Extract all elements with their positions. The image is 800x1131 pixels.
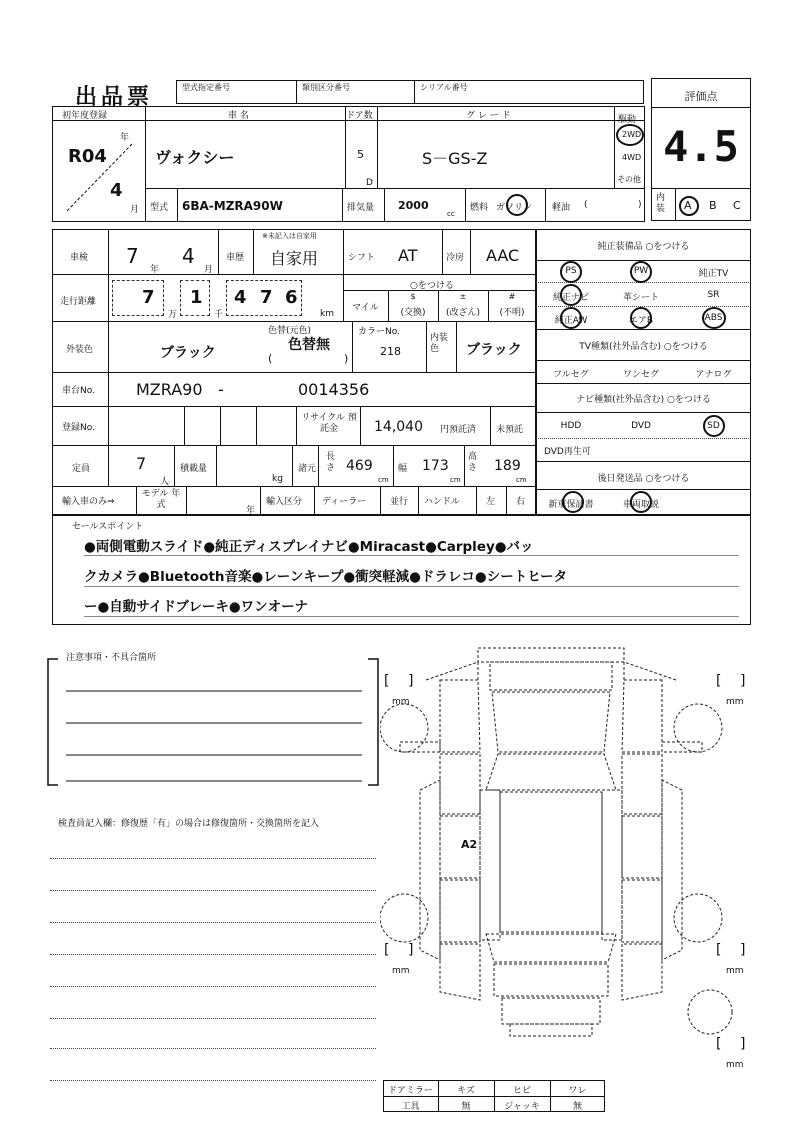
bracket-open-spare: [	[716, 1036, 722, 1052]
height-label: 高さ	[468, 452, 478, 473]
tread-unit-rl: mm	[392, 966, 410, 976]
doors-suffix: D	[366, 178, 373, 188]
steering-left: 左	[486, 497, 496, 507]
inspection-month: 4	[182, 244, 195, 268]
later-item-warranty: 新車保証書	[548, 500, 594, 510]
displacement-value: 2000	[398, 199, 429, 212]
dealer-option: ディーラー	[322, 497, 367, 507]
later-title: 後日発送品 ○をつける	[597, 474, 690, 484]
displacement-unit: cc	[447, 210, 455, 218]
mileage-label: 走行距離	[60, 297, 97, 307]
mileage-digit: 6	[285, 287, 298, 308]
width-label: 幅	[398, 464, 408, 474]
model-designation-label: 型式指定番号	[182, 83, 230, 92]
import-only-label: 輸入車のみ⇒	[62, 497, 115, 507]
dims-label: 諸元	[298, 464, 317, 474]
bracket-open-rl: [	[384, 942, 390, 958]
history-label: 車歴	[226, 253, 245, 263]
drive-2wd: 2WD	[622, 130, 642, 139]
recycle-label: リサイクル 預託金	[301, 413, 357, 434]
history-note: ※未記入は自家用	[262, 232, 317, 240]
exchange-label: (交換)	[400, 308, 426, 318]
history-value: 自家用	[270, 249, 319, 268]
chassis-prefix: MZRA90	[136, 380, 203, 399]
bracket-close-fr: ]	[740, 673, 746, 689]
interior-color: ブラック	[466, 342, 522, 358]
recolor-value: 色替無	[288, 337, 330, 353]
interior-grade-c: C	[733, 199, 741, 212]
inspection-label: 車検	[70, 253, 89, 263]
capacity-label: 定員	[72, 464, 91, 474]
header-codes-box	[176, 80, 644, 104]
fuel-paren-open: (	[584, 200, 588, 210]
doors-value: 5	[357, 148, 364, 161]
navi-item-dvd: DVD	[631, 421, 651, 431]
aw-circle	[560, 307, 582, 329]
mileage-unit-man: 万	[168, 310, 178, 320]
bracket-close-rr: ]	[740, 942, 746, 958]
equipment-title: 純正装備品 ○をつける	[597, 242, 690, 252]
import-type-label: 輸入区分	[266, 497, 303, 507]
first-reg-label: 初年度登録	[62, 111, 108, 121]
tv-item-analog: アナログ	[695, 370, 732, 380]
exterior-color: ブラック	[160, 345, 216, 361]
inspection-year: 7	[126, 244, 139, 268]
altered-label: (改ざん)	[445, 308, 481, 318]
recolor-paren-close: )	[344, 352, 349, 365]
displacement-label: 排気量	[347, 203, 375, 213]
unknown-symbol: #	[508, 292, 516, 301]
abs-circle	[702, 307, 726, 329]
recycle-status-deposited: 円預託済	[440, 425, 477, 435]
model-value: 6BA-MZRA90W	[182, 199, 283, 213]
interior-a-circle	[679, 196, 699, 216]
shift-value: AT	[398, 246, 418, 265]
equipment-item-abs: ABS	[704, 313, 723, 323]
load-label: 積載量	[180, 464, 208, 474]
bracket-close-spare: ]	[740, 1036, 746, 1052]
recolor-label: 色替(元色)	[268, 326, 312, 336]
manual-circle	[630, 491, 652, 513]
table-header: ワレ	[568, 1086, 587, 1096]
bracket-close-rl: ]	[408, 942, 414, 958]
model-year-label: モデル 年式	[141, 489, 181, 510]
width-value: 173	[422, 458, 449, 474]
table-header: ドアミラー	[388, 1086, 433, 1096]
equipment-item-navi: 純正ナビ	[552, 293, 589, 303]
fuel-gasoline: ガソリン	[496, 203, 533, 213]
drive-other: その他	[617, 175, 641, 184]
sales-line: ●両側電動スライド●純正ディスプレイナビ●Miracast●Carpley●バッ	[84, 539, 534, 555]
bracket-open-rr: [	[716, 942, 722, 958]
grade-value: S－GS-Z	[422, 149, 488, 168]
navi-item-sd: SD	[707, 421, 720, 431]
chassis-number: 0014356	[298, 380, 370, 399]
color-no: 218	[380, 345, 401, 358]
equipment-item-ps: PS	[565, 266, 577, 276]
car-name-label: 車 名	[228, 111, 249, 121]
ac-value: AAC	[486, 246, 520, 265]
equipment-item-aw: 純正AW	[554, 316, 588, 326]
inspection-month-unit: 月	[204, 265, 214, 275]
mileage-digit-box-1	[112, 280, 164, 316]
altered-symbol: ±	[459, 292, 467, 301]
fuel-paren-close: )	[638, 200, 642, 210]
tv-title: TV種類(社外品含む) ○をつける	[579, 342, 708, 352]
equipment-item-leather: 革シート	[622, 293, 659, 303]
month-unit: 月	[130, 205, 140, 215]
exterior-color-label: 外装色	[66, 345, 94, 355]
tread-unit-fl: mm	[392, 697, 410, 707]
tv-item-full: フルセグ	[553, 370, 589, 380]
tread-unit-spare: mm	[726, 1060, 744, 1070]
interior-grade-label: 内装	[656, 193, 666, 214]
car-name: ヴォクシー	[155, 148, 235, 167]
tread-unit-rr: mm	[726, 966, 744, 976]
mileage-unit-sen: 千	[214, 310, 224, 320]
table-cell: 無	[572, 1102, 582, 1112]
recolor-paren-open: (	[268, 352, 273, 365]
drive-label: 駆動	[618, 115, 637, 125]
ac-label: 冷房	[446, 253, 465, 263]
later-item-manual: 車両取説	[622, 500, 659, 510]
navi-item-hdd: HDD	[560, 421, 582, 431]
score-label: 評価点	[684, 90, 718, 103]
equipment-item-airbag: エアB	[628, 316, 654, 326]
sd-circle	[703, 415, 725, 437]
fuel-label: 燃料	[470, 203, 489, 213]
interior-grade-b: B	[709, 199, 717, 212]
navi-circle	[560, 284, 582, 306]
bracket-open-fl: [	[384, 673, 390, 689]
equipment-item-sr: SR	[707, 290, 720, 300]
height-unit: cm	[516, 476, 527, 484]
damage-code-a2: A2	[461, 838, 478, 851]
mileage-digit: 7	[142, 287, 155, 308]
first-reg-slash	[60, 140, 140, 216]
notes-label: 注意事項・不具合箇所	[66, 653, 157, 663]
width-unit: cm	[450, 476, 461, 484]
chassis-label: 車台No.	[62, 386, 95, 396]
mileage-digit: 7	[260, 287, 273, 308]
warranty-circle	[562, 491, 584, 513]
year-unit: 年	[120, 133, 130, 143]
sales-line: クカメラ●Bluetooth音楽●レーンキープ●衝突軽減●ドラレコ●シートヒータ	[84, 569, 568, 585]
mileage-circle-note: ○をつける	[410, 281, 454, 291]
sales-line: ー●自動サイドブレーキ●ワンオーナ	[84, 599, 309, 615]
model-label: 型式	[150, 203, 169, 213]
notes-bracket	[46, 655, 382, 790]
inspector-label: 検査員記入欄：修復歴「有」の場合は修復箇所・交換箇所を記入	[58, 819, 320, 829]
table-header: キズ	[457, 1086, 475, 1096]
drive-2wd-circle	[616, 124, 644, 146]
grade-label: グ レ ー ド	[466, 111, 511, 121]
form-title: 出品票	[75, 85, 154, 110]
drive-4wd: 4WD	[622, 153, 642, 162]
interior-grade-a: A	[684, 199, 692, 212]
height-value: 189	[494, 458, 521, 474]
score-value: 4.5	[663, 122, 739, 171]
model-year-unit: 年	[246, 506, 256, 516]
mileage-unit-km: km	[320, 309, 334, 319]
steering-label: ハンドル	[424, 497, 461, 507]
interior-color-label: 内装色	[430, 333, 449, 354]
length-unit: cm	[378, 476, 389, 484]
color-no-label: カラーNo.	[358, 327, 400, 337]
exchange-symbol: $	[410, 292, 416, 301]
table-cell: 無	[461, 1102, 471, 1112]
steering-right: 右	[516, 497, 526, 507]
registration-label: 登録No.	[62, 423, 95, 433]
tv-item-one: ワンセグ	[622, 370, 659, 380]
category-label: 類別区分番号	[302, 83, 350, 92]
serial-label: シリアル番号	[420, 83, 468, 92]
vehicle-damage-diagram	[380, 640, 750, 1080]
bracket-open-fr: [	[716, 673, 722, 689]
first-reg-month: 4	[110, 180, 123, 201]
fuel-diesel: 軽油	[552, 203, 571, 213]
shift-label: シフト	[348, 253, 376, 263]
equipment-item-tv: 純正TV	[698, 269, 729, 279]
load-unit: kg	[272, 474, 283, 484]
inspection-year-unit: 年	[150, 265, 160, 275]
bracket-close-fl: ]	[408, 673, 414, 689]
table-header: ヒビ	[512, 1086, 531, 1096]
capacity-value: 7	[136, 454, 147, 473]
mile-label: マイル	[352, 303, 379, 313]
equipment-item-pw: PW	[633, 266, 649, 276]
table-cell: ジャッキ	[504, 1102, 540, 1112]
sales-points-label: セールスポイント	[72, 522, 144, 532]
parallel-option: 並行	[390, 497, 409, 507]
mileage-digit: 4	[234, 287, 247, 308]
mileage-digit: 1	[190, 287, 203, 308]
length-value: 469	[346, 458, 373, 474]
doors-label: ドア数	[346, 111, 373, 121]
ps-circle	[560, 261, 582, 283]
airbag-circle	[630, 307, 652, 329]
first-reg-year: R04	[68, 146, 107, 167]
table-cell: 工具	[401, 1102, 420, 1112]
unknown-label: (不明)	[499, 308, 525, 318]
capacity-unit: 人	[160, 477, 170, 487]
dvd-playable: DVD再生可	[544, 447, 591, 457]
recycle-status-pending: 未預託	[496, 425, 524, 435]
recycle-amount: 14,040	[374, 419, 423, 435]
length-label: 長さ	[326, 452, 336, 473]
tread-unit-fr: mm	[726, 697, 744, 707]
navi-title: ナビ種類(社外品含む) ○をつける	[576, 395, 711, 405]
pw-circle	[630, 261, 652, 283]
chassis-dash: -	[218, 380, 224, 399]
fuel-gasoline-circle	[506, 194, 528, 216]
